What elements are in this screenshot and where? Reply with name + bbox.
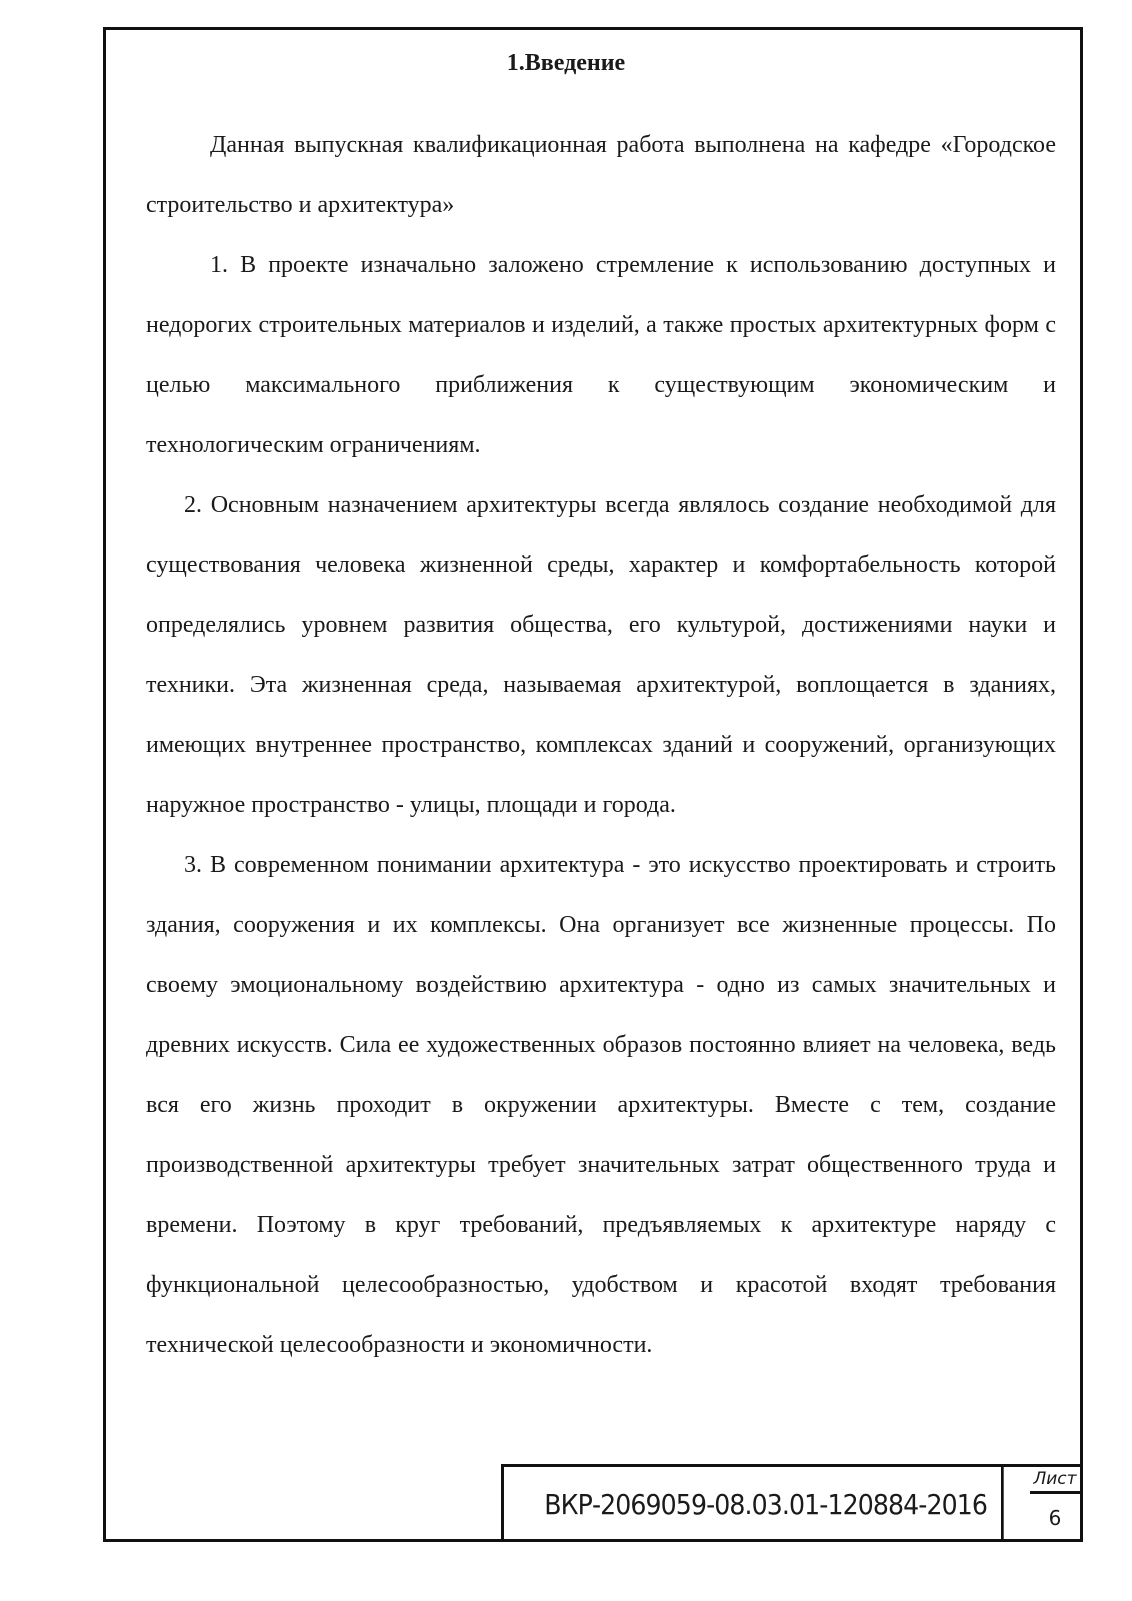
document-code: ВКР-2069059-08.03.01-120884-2016 <box>530 1467 1003 1542</box>
paragraph-item-2: 2. Основным назначением архитектуры всегда являлось создание необходимой для существования человека жизненной среды, характер и комфортабельность которой определялись уровнем развития общества, его культурой, достижениями науки и техники. Эта жизненная среда, называемая архитектурой, воплощается в зданиях, имеющих внутреннее пространство, комплексах зданий и сооружений, организующих наружное пространство - улицы, площади и города. <box>146 492 1056 818</box>
document-body <box>146 115 1056 1375</box>
sheet-number: 6 <box>1048 1506 1062 1530</box>
title-block <box>501 1464 1083 1542</box>
paragraph-intro: Данная выпускная квалификационная работа выполнена на кафедре «Городское строительство и архитектура» <box>146 132 1056 218</box>
paragraph-item-3: 3. В современном понимании архитектура - это искусство проектировать и строить здания, сооружения и их комплексы. Она организует все жизненные процессы. По своему эмоциональному воздействию архитектура - одно из самых значительных и древних искусств. Сила ее художественных образов постоянно влияет на человека, ведь вся его жизнь проходит в окружении архитектуры. Вместе с тем, создание производственной архитектуры требует значительных затрат общественного труда и времени. Поэтому в круг требований, предъявляемых к архитектуре наряду с функциональной целесообразностью, удобством и красотой входят требования технической целесообразности и экономичности. <box>146 852 1056 1358</box>
sheet-label: Лист <box>1030 1467 1080 1494</box>
section-heading: 1.Введение <box>506 50 626 76</box>
paragraph-item-1: 1. В проекте изначально заложено стремление к использованию доступных и недорогих строительных материалов и изделий, а также простых архитектурных форм с целью максимального приближения к существующим экономическим и технологическим ограничениям. <box>146 252 1056 458</box>
